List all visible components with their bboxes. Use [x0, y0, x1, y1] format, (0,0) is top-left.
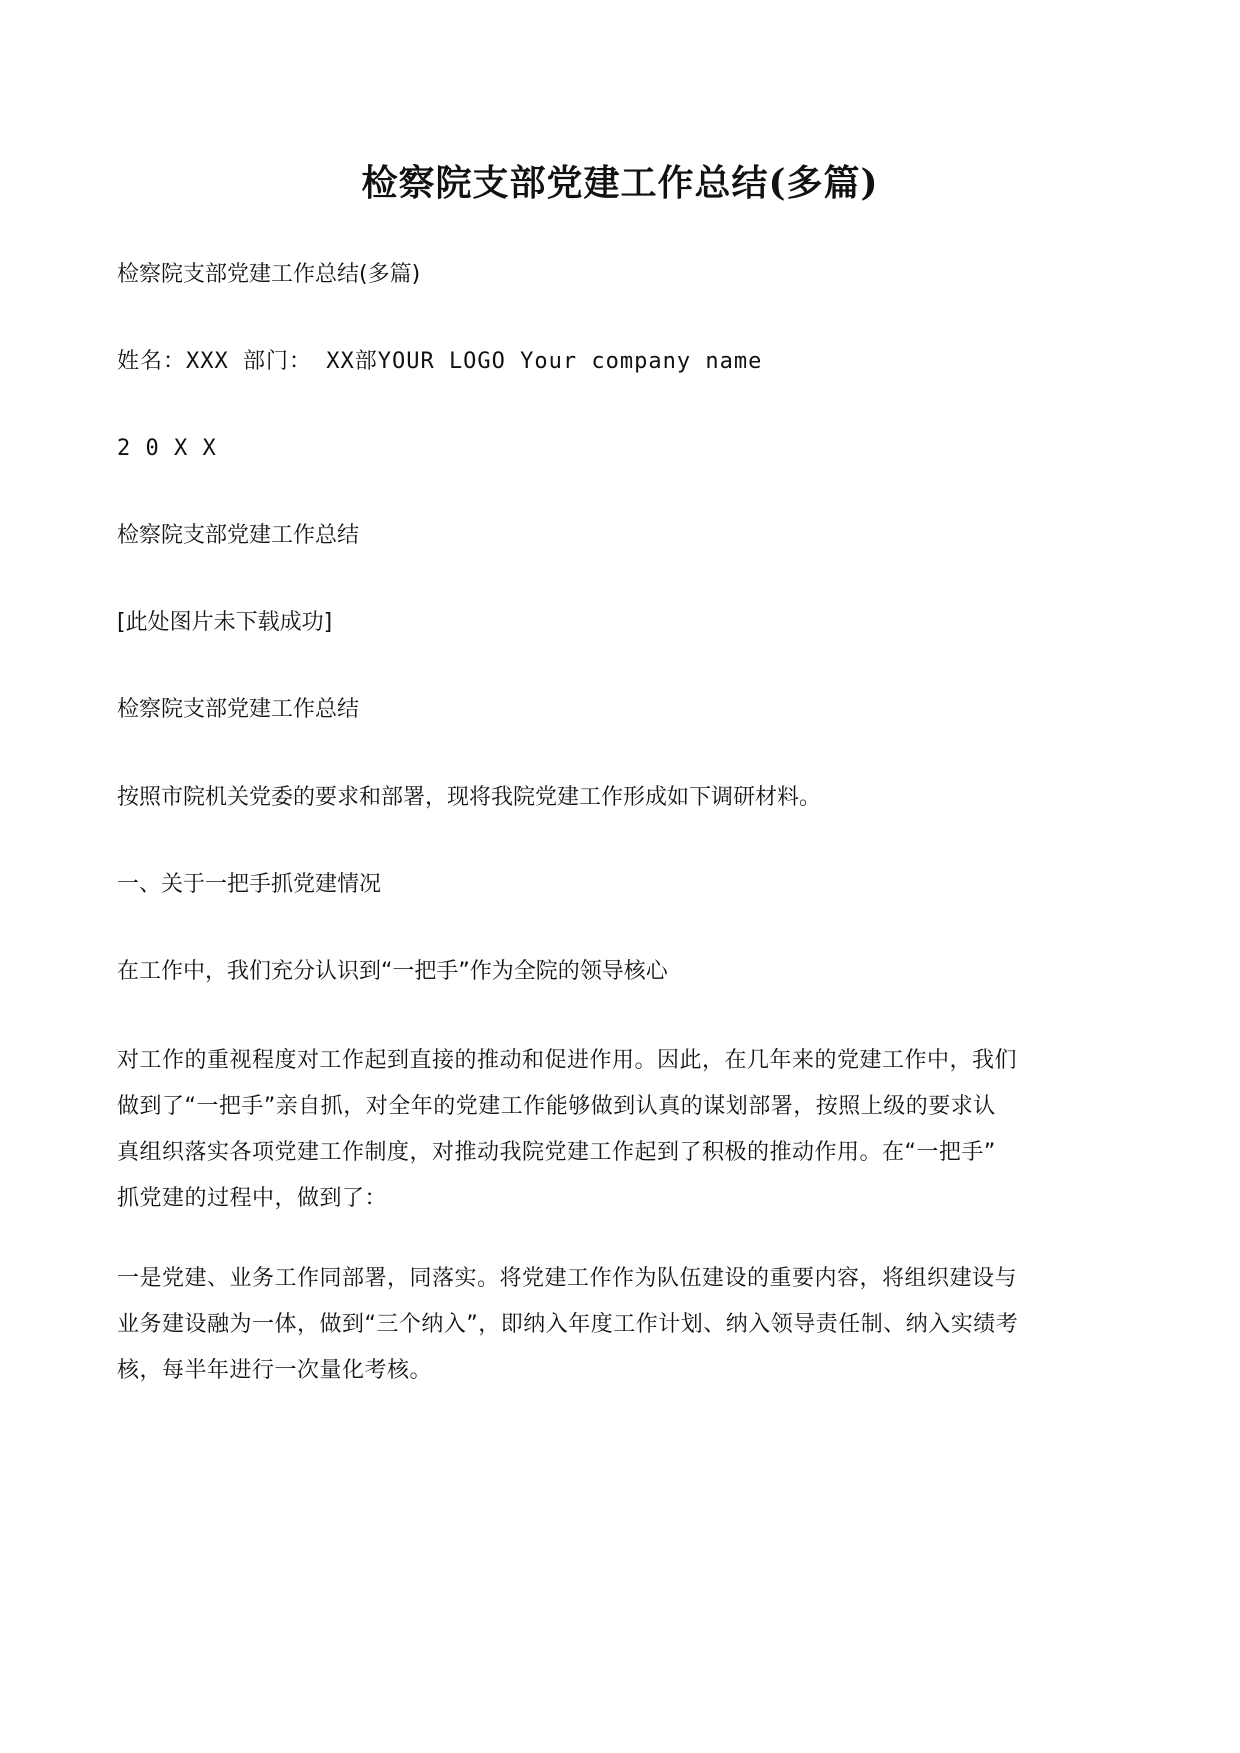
document-title: 检察院支部党建工作总结(多篇): [361, 162, 879, 204]
author-department-line: 姓名：XXX 部门： XX部YOUR LOGO Your company name: [117, 349, 763, 374]
image-placeholder-text: [此处图片未下载成功]: [117, 610, 333, 635]
document-subtitle: 检察院支部党建工作总结(多篇): [117, 262, 421, 287]
section-heading: 检察院支部党建工作总结: [117, 523, 360, 548]
paragraph-line: 真组织落实各项党建工作制度，对推动我院党建工作起到了积极的推动作用。在“一把手”: [117, 1140, 996, 1165]
leader-line: 在工作中，我们充分认识到“一把手”作为全院的领导核心: [117, 959, 668, 984]
heading-one: 一、关于一把手抓党建情况: [117, 872, 382, 897]
paragraph-line: 对工作的重视程度对工作起到直接的推动和促进作用。因此，在几年来的党建工作中，我们: [117, 1048, 1018, 1073]
body-paragraph: [117, 1038, 1127, 1222]
paragraph-line: 抓党建的过程中，做到了：: [117, 1186, 388, 1211]
paragraph-line: 业务建设融为一体，做到“三个纳入”，即纳入年度工作计划、纳入领导责任制、纳入实绩考: [117, 1312, 1019, 1337]
paragraph-line: 核，每半年进行一次量化考核。: [117, 1358, 433, 1383]
paragraph-line: 一是党建、业务工作同部署，同落实。将党建工作作为队伍建设的重要内容，将组织建设与: [117, 1266, 1018, 1291]
intro-paragraph: 按照市院机关党委的要求和部署，现将我院党建工作形成如下调研材料。: [117, 785, 822, 810]
section-heading: 检察院支部党建工作总结: [117, 697, 360, 722]
year-line: 2 0 X X: [117, 436, 217, 461]
body-paragraph: [117, 1256, 1127, 1394]
paragraph-line: 做到了“一把手”亲自抓，对全年的党建工作能够做到认真的谋划部署，按照上级的要求认: [117, 1094, 996, 1119]
